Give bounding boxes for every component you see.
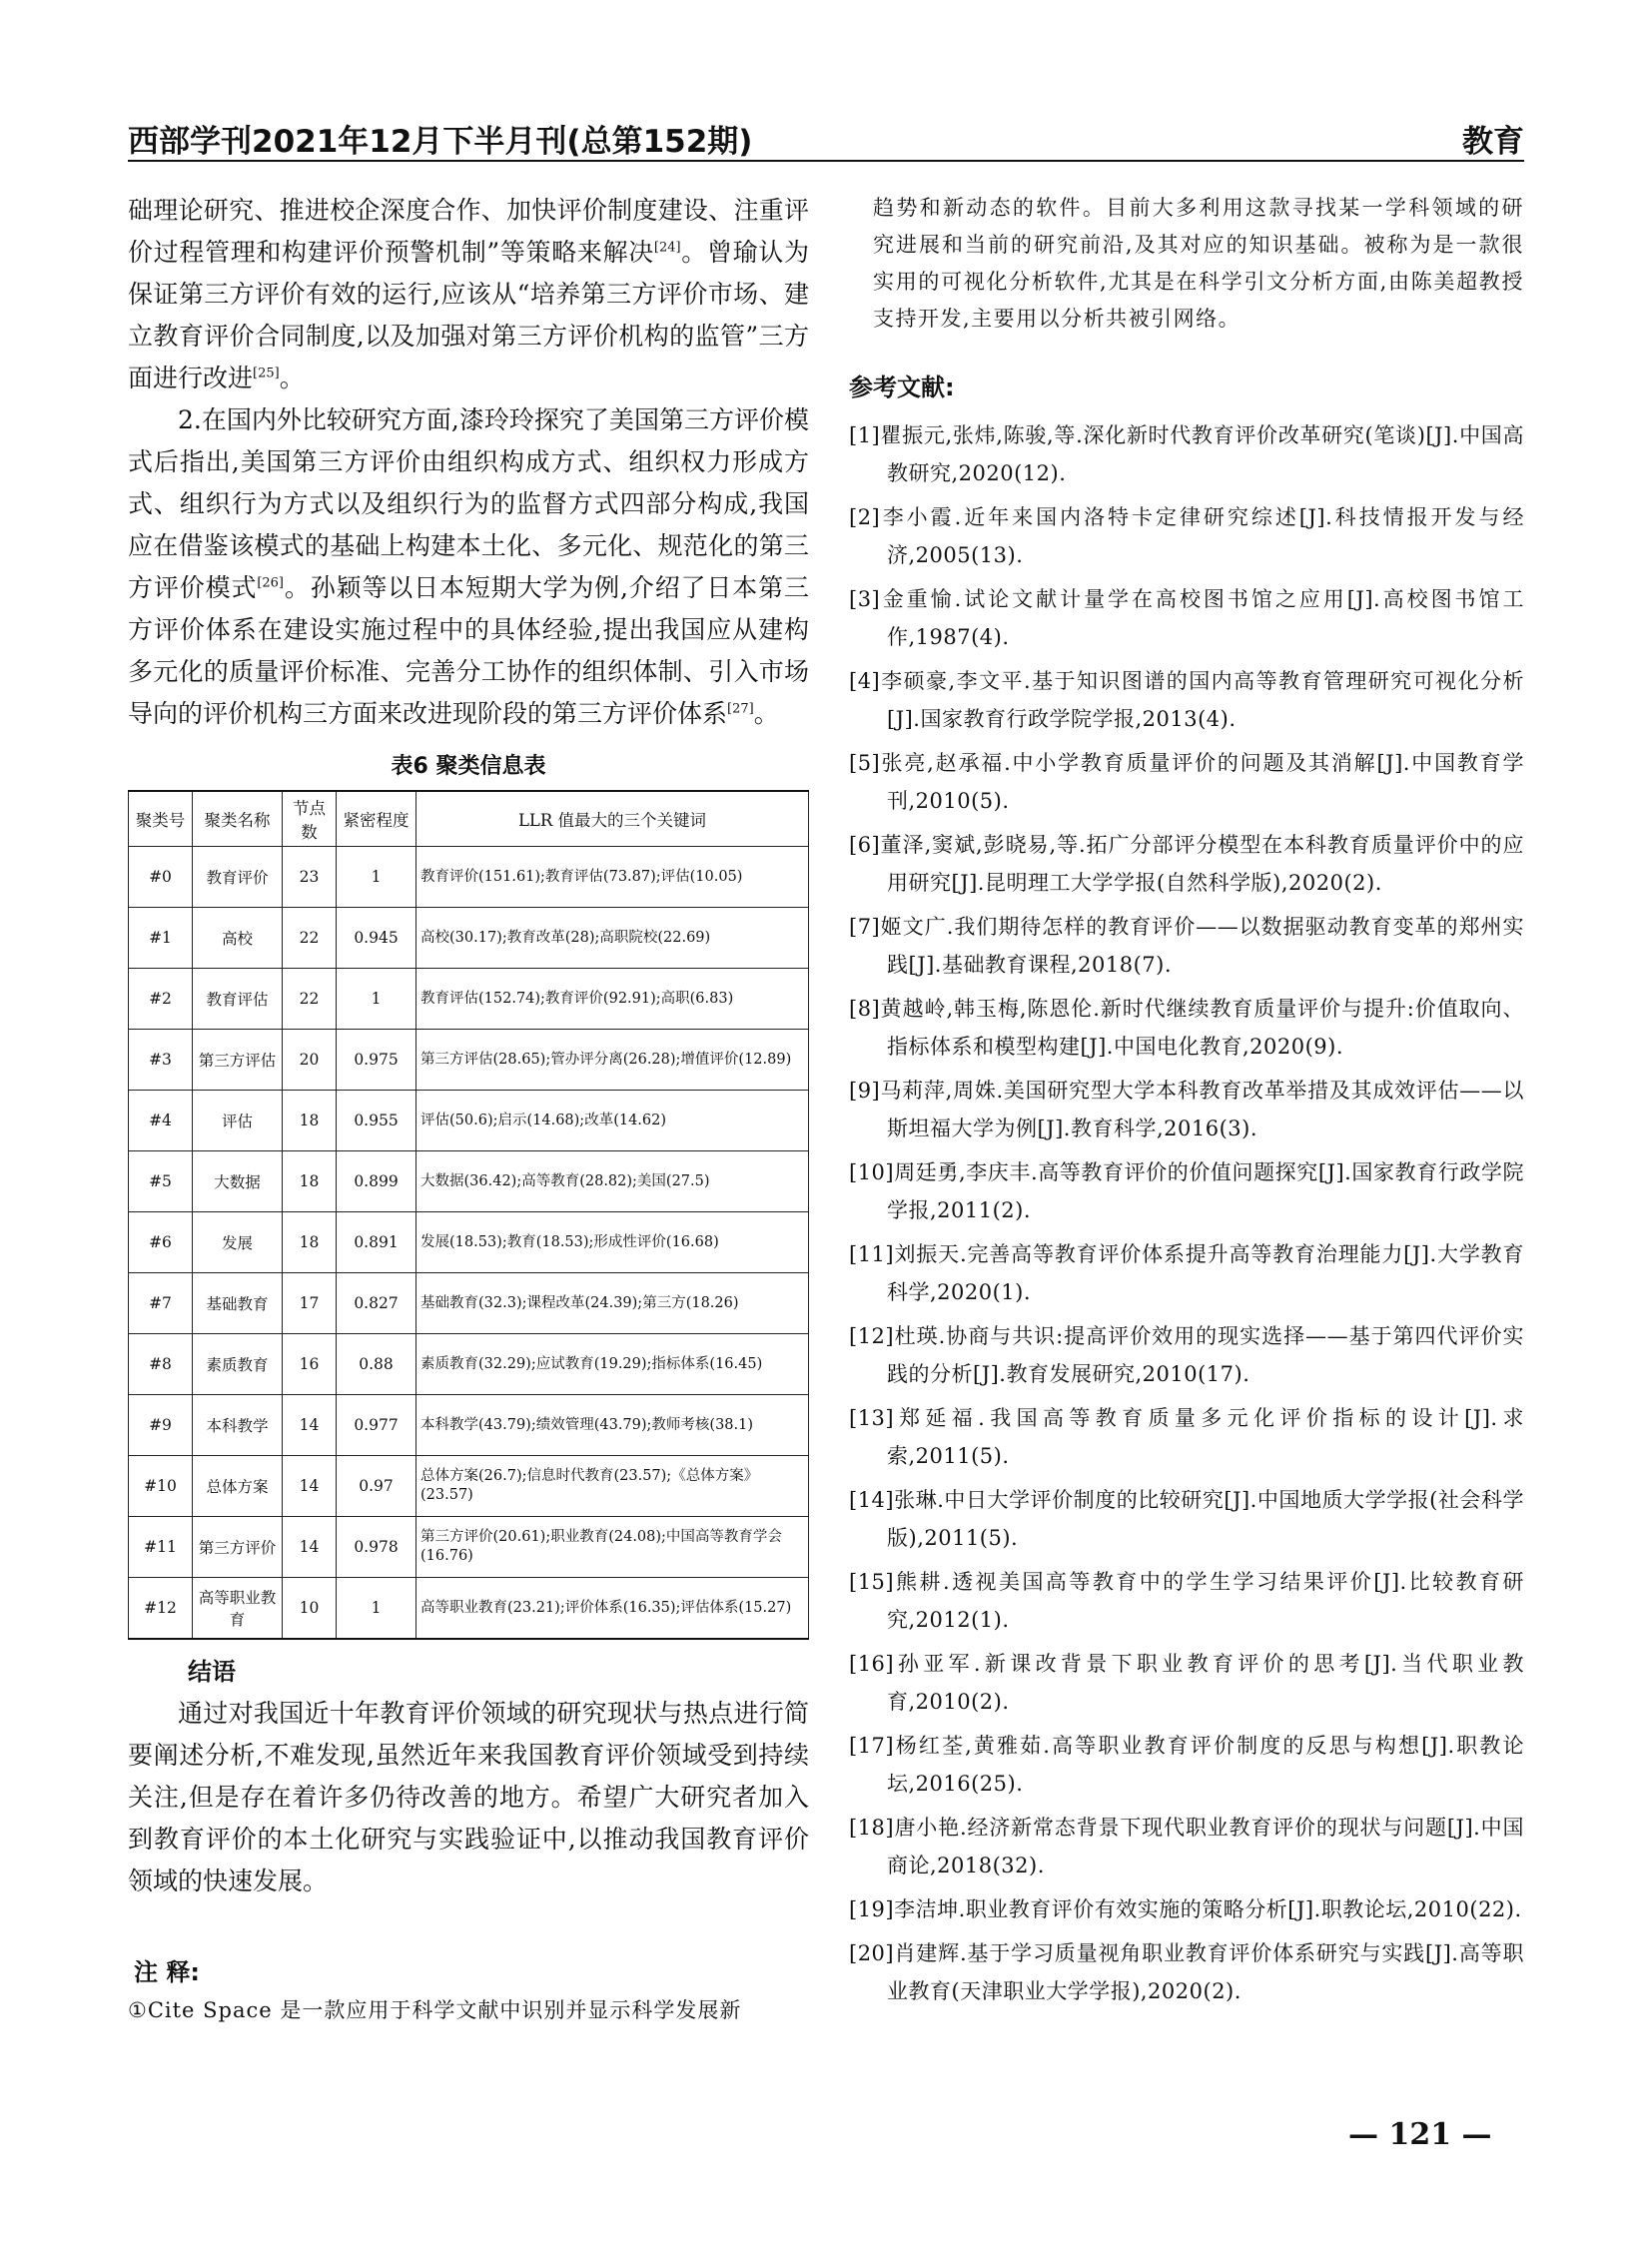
table-cell: 1: [337, 847, 416, 908]
table-cell: 20: [283, 1030, 337, 1091]
column-header: 紧密程度: [337, 791, 416, 847]
note-1: ①Cite Space 是一款应用于科学文献中识别并显示科学发展新: [128, 1998, 742, 2022]
keywords-cell: 教育评价(151.61);教育评估(73.87);评估(10.05): [416, 847, 809, 908]
table-cell: 1: [337, 1578, 416, 1640]
table-cell: 第三方评估: [193, 1030, 283, 1091]
table-cell: 教育评价: [193, 847, 283, 908]
table-cell: 22: [283, 908, 337, 969]
reference-item: [1]瞿振元,张炜,陈骏,等.深化新时代教育评价改革研究(笔谈)[J].中国高教研究,2020(12).: [849, 423, 1524, 485]
reference-item: [17]杨红荃,黄雅茹.高等职业教育评价制度的反思与构想[J].职教论坛,2016(25).: [849, 1734, 1524, 1796]
table-row: [129, 847, 809, 908]
table-cell: 17: [283, 1273, 337, 1334]
reference-item: [16]孙亚军.新课改背景下职业教育评价的思考[J].当代职业教育,2010(2).: [849, 1652, 1524, 1714]
table-cell: 22: [283, 969, 337, 1030]
table-cell: #5: [129, 1151, 193, 1212]
keywords-cell: 素质教育(32.29);应试教育(19.29);指标体系(16.45): [416, 1334, 809, 1395]
table-cell: #6: [129, 1212, 193, 1273]
page-header: [128, 112, 1524, 158]
references-heading: 参考文献:: [849, 374, 955, 401]
citation-mark: [24]: [653, 240, 681, 256]
table-row: [129, 1273, 809, 1334]
reference-item: [7]姬文广.我们期待怎样的教育评价——以数据驱动教育变革的郑州实践[J].基础教育课程,2018(7).: [849, 915, 1524, 977]
reference-item: [11]刘振天.完善高等教育评价体系提升高等教育治理能力[J].大学教育科学,2020(1).: [849, 1242, 1524, 1304]
table-cell: 1: [337, 969, 416, 1030]
journal-title: 西部学刊2021年12月下半月刊(总第152期): [128, 124, 753, 160]
paragraph-text: 。曾瑜认为保证第三方评价有效的运行,应该从“培养第三方评价市场、建立教育评价合同制度,以及加强对第三方评价机构的监管”三方面进行改进: [128, 238, 809, 392]
keywords-cell: 高校(30.17);教育改革(28);高职院校(22.69): [416, 908, 809, 969]
reference-item: [13]郑延福.我国高等教育质量多元化评价指标的设计[J].求索,2011(5).: [849, 1406, 1524, 1468]
table-cell: 素质教育: [193, 1334, 283, 1395]
paragraph-text: 2.在国内外比较研究方面,漆玲玲探究了美国第三方评价模式后指出,美国第三方评价由组织构成方式、组织权力形成方式、组织行为方式以及组织行为的监督方式四部分构成,我国应在借鉴该模式的基础上构建本土化、多元化、规范化的第三方评价模式: [128, 405, 809, 602]
reference-item: [9]马莉萍,周姝.美国研究型大学本科教育改革举措及其成效评估——以斯坦福大学为例[J].教育科学,2016(3).: [849, 1079, 1524, 1140]
citation-mark: [27]: [727, 701, 754, 717]
keywords-cell: 基础教育(32.3);课程改革(24.39);第三方(18.26): [416, 1273, 809, 1334]
table-cell: #4: [129, 1091, 193, 1151]
table-cell: 高校: [193, 908, 283, 969]
conclusion-text: 通过对我国近十年教育评价领域的研究现状与热点进行简要阐述分析,不难发现,虽然近年来我国教育评价领域受到持续关注,但是存在着许多仍待改善的地方。希望广大研究者加入到教育评价的本土化研究与实践验证中,以推动我国教育评价领域的快速发展。: [128, 1699, 809, 1895]
left-column: [128, 190, 809, 2027]
reference-item: [3]金重愉.试论文献计量学在高校图书馆之应用[J].高校图书馆工作,1987(4).: [849, 587, 1524, 649]
reference-item: [12]杜瑛.协商与共识:提高评价效用的现实选择——基于第四代评价实践的分析[J].教育发展研究,2010(17).: [849, 1324, 1524, 1386]
paragraph-text: 。: [279, 364, 305, 392]
reference-item: [14]张琳.中日大学评价制度的比较研究[J].中国地质大学学报(社会科学版),2011(5).: [849, 1488, 1524, 1550]
keywords-cell: 总体方案(26.7);信息时代教育(23.57);《总体方案》(23.57): [416, 1456, 809, 1517]
paragraph-2: [128, 399, 809, 735]
reference-item: [19]李洁坤.职业教育评价有效实施的策略分析[J].职教论坛,2010(22).: [849, 1897, 1522, 1921]
column-header: LLR 值最大的三个关键词: [416, 791, 809, 847]
table-row: [129, 1151, 809, 1212]
reference-item: [8]黄越岭,韩玉梅,陈恩伦.新时代继续教育质量评价与提升:价值取向、指标体系和模型构建[J].中国电化教育,2020(9).: [849, 997, 1524, 1059]
table-cell: 10: [283, 1578, 337, 1640]
notes-heading: 注 释:: [134, 1958, 200, 1986]
keywords-cell: 本科教学(43.79);绩效管理(43.79);教师考核(38.1): [416, 1395, 809, 1456]
table-cell: #3: [129, 1030, 193, 1091]
table-row: [129, 1091, 809, 1151]
keywords-cell: 第三方评价(20.61);职业教育(24.08);中国高等教育学会(16.76): [416, 1517, 809, 1578]
paragraph-text: 。: [753, 699, 779, 728]
cluster-table: [128, 790, 809, 1640]
table-cell: 0.88: [337, 1334, 416, 1395]
keywords-cell: 教育评估(152.74);教育评价(92.91);高职(6.83): [416, 969, 809, 1030]
table-cell: 0.97: [337, 1456, 416, 1517]
reference-item: [10]周廷勇,李庆丰.高等教育评价的价值问题探究[J].国家教育行政学院学报,2011(2).: [849, 1160, 1524, 1222]
reference-list: [849, 416, 1524, 2010]
reference-item: [5]张亮,赵承福.中小学教育质量评价的问题及其消解[J].中国教育学刊,2010(5).: [849, 751, 1524, 813]
table-cell: 0.891: [337, 1212, 416, 1273]
reference-item: [2]李小霞.近年来国内洛特卡定律研究综述[J].科技情报开发与经济,2005(13).: [849, 505, 1524, 567]
table-body: [129, 847, 809, 1640]
table-cell: #8: [129, 1334, 193, 1395]
keywords-cell: 第三方评估(28.65);管办评分离(26.28);增值评价(12.89): [416, 1030, 809, 1091]
table-row: [129, 1456, 809, 1517]
reference-item: [20]肖建辉.基于学习质量视角职业教育评价体系研究与实践[J].高等职业教育(天津职业大学学报),2020(2).: [849, 1941, 1524, 2003]
table-cell: 高等职业教育: [193, 1578, 283, 1640]
table-row: [129, 969, 809, 1030]
keywords-cell: 高等职业教育(23.21);评价体系(16.35);评估体系(15.27): [416, 1578, 809, 1640]
table-cell: #12: [129, 1578, 193, 1640]
table-cell: 16: [283, 1334, 337, 1395]
table-cell: 0.899: [337, 1151, 416, 1212]
paragraph-text: 。孙颖等以日本短期大学为例,介绍了日本第三方评价体系在建设实施过程中的具体经验,提出我国应从建构多元化的质量评价标准、完善分工协作的组织体制、引入市场导向的评价机构三方面来改进现阶段的第三方评价体系: [128, 573, 809, 728]
table-cell: #7: [129, 1273, 193, 1334]
keywords-cell: 大数据(36.42);高等教育(28.82);美国(27.5): [416, 1151, 809, 1212]
keywords-cell: 发展(18.53);教育(18.53);形成性评价(16.68): [416, 1212, 809, 1273]
table-row: [129, 1517, 809, 1578]
note-1-continued: 趋势和新动态的软件。目前大多利用这款寻找某一学科领域的研究进展和当前的研究前沿,及其对应的知识基础。被称为是一款很实用的可视化分析软件,尤其是在科学引文分析方面,由陈美超教授支持开发,主要用以分析共被引网络。: [873, 196, 1524, 331]
paragraph-text: 础理论研究、推进校企深度合作、加快评价制度建设、注重评价过程管理和构建评价预警机制”等策略来解决: [128, 196, 809, 267]
header-rule: [128, 160, 1524, 162]
column-header: 聚类号: [129, 791, 193, 847]
table-cell: #1: [129, 908, 193, 969]
table-row: [129, 1212, 809, 1273]
table-cell: 0.955: [337, 1091, 416, 1151]
table-row: [129, 1395, 809, 1456]
table-cell: 0.978: [337, 1517, 416, 1578]
table-cell: 发展: [193, 1212, 283, 1273]
table-cell: 18: [283, 1151, 337, 1212]
table-row: [129, 1578, 809, 1640]
reference-item: [4]李硕豪,李文平.基于知识图谱的国内高等教育管理研究可视化分析[J].国家教育行政学院学报,2013(4).: [849, 669, 1524, 731]
table-cell: 18: [283, 1091, 337, 1151]
table-cell: 教育评估: [193, 969, 283, 1030]
table-title: 表6 聚类信息表: [391, 754, 546, 779]
table-cell: 本科教学: [193, 1395, 283, 1456]
table-cell: #0: [129, 847, 193, 908]
section-label: 教育: [1462, 124, 1524, 160]
table-header-row: [129, 791, 809, 847]
table-cell: 0.977: [337, 1395, 416, 1456]
page-number: — 121 —: [1348, 2117, 1492, 2152]
table-cell: 14: [283, 1395, 337, 1456]
table-cell: #9: [129, 1395, 193, 1456]
table-row: [129, 1334, 809, 1395]
citation-mark: [26]: [257, 575, 284, 591]
reference-item: [15]熊耕.透视美国高等教育中的学生学习结果评价[J].比较教育研究,2012(1).: [849, 1570, 1524, 1632]
reference-item: [18]唐小艳.经济新常态背景下现代职业教育评价的现状与问题[J].中国商论,2018(32).: [849, 1816, 1524, 1877]
table-cell: 第三方评价: [193, 1517, 283, 1578]
keywords-cell: 评估(50.6);启示(14.68);改革(14.62): [416, 1091, 809, 1151]
table-cell: 14: [283, 1456, 337, 1517]
paragraph-1: [128, 190, 809, 399]
table-cell: #2: [129, 969, 193, 1030]
table-cell: #10: [129, 1456, 193, 1517]
table-cell: 基础教育: [193, 1273, 283, 1334]
table-cell: 总体方案: [193, 1456, 283, 1517]
citation-mark: [25]: [253, 366, 280, 381]
table-cell: 大数据: [193, 1151, 283, 1212]
table-cell: 0.827: [337, 1273, 416, 1334]
reference-item: [6]董泽,窦斌,彭晓易,等.拓广分部评分模型在本科教育质量评价中的应用研究[J].昆明理工大学学报(自然科学版),2020(2).: [849, 833, 1524, 895]
table-cell: 评估: [193, 1091, 283, 1151]
conclusion-heading: 结语: [188, 1658, 236, 1686]
column-header: 聚类名称: [193, 791, 283, 847]
right-column: [849, 190, 1524, 2016]
table-cell: #11: [129, 1517, 193, 1578]
table-cell: 23: [283, 847, 337, 908]
table-cell: 18: [283, 1212, 337, 1273]
table-cell: 0.975: [337, 1030, 416, 1091]
table-cell: 14: [283, 1517, 337, 1578]
table-cell: 0.945: [337, 908, 416, 969]
table-row: [129, 908, 809, 969]
table-row: [129, 1030, 809, 1091]
column-header: 节点数: [283, 791, 337, 847]
